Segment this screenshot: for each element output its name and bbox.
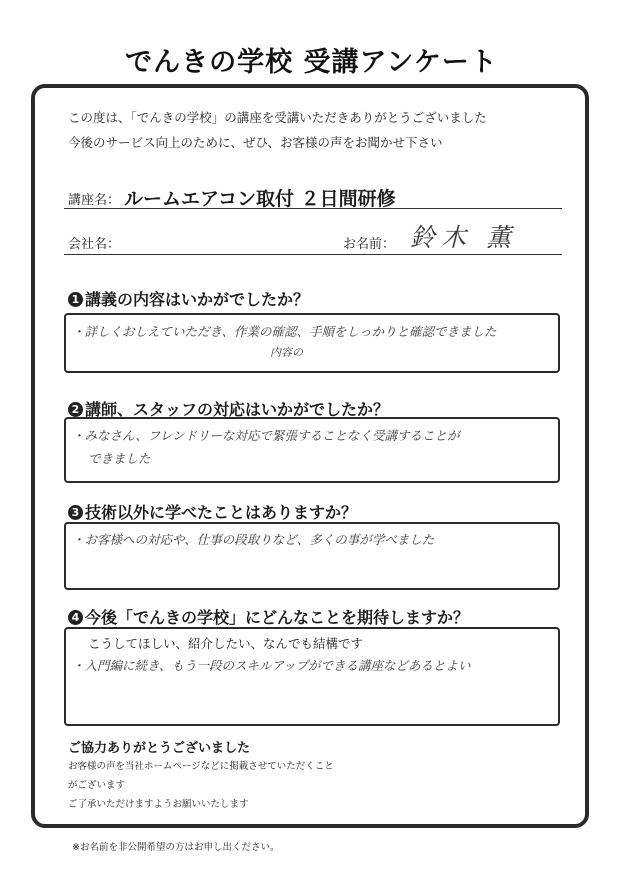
page-title: でんきの学校 受講アンケート: [125, 47, 498, 78]
question-3-answer-line-1: ・お客様への対応や、仕事の段取りなど、多くの事が学べました: [72, 532, 435, 547]
question-2-answer-line-1: ・みなさん、フレンドリーな対応で緊張することなく受講することが: [72, 428, 460, 443]
question-4-answer-line-1: ・入門編に続き、もう一段のスキルアップができる講座などあるとよい: [72, 658, 471, 673]
question-1-number-badge: 1: [68, 292, 83, 307]
question-4-text: 今後「でんきの学校」にどんなことを期待しますか？: [85, 608, 470, 627]
question-1-answer-line-2: 内容の: [270, 346, 303, 359]
company-label: 会社名：: [68, 237, 121, 252]
name-label: お名前：: [343, 237, 396, 252]
intro-line-2: 今後のサービス向上のために、ぜひ、お客様の声をお聞かせ下さい: [68, 135, 443, 150]
intro-line-1: この度は、「でんきの学校」の講座を受講いただきありがとうございました: [68, 110, 487, 125]
question-3-number-badge: 3: [68, 505, 83, 520]
question-3-title: [68, 500, 357, 523]
question-2-text: 講師、スタッフの対応はいかがでしたか？: [85, 400, 390, 419]
question-4-title: [68, 605, 469, 628]
question-2-number-badge: 2: [68, 402, 83, 417]
closing-thanks: ご協力ありがとうございました: [68, 741, 251, 756]
closing-note-line-2: がございます: [68, 780, 126, 791]
name-value[interactable]: 鈴木 薫: [410, 223, 517, 252]
course-label: 講座名：: [68, 193, 121, 208]
footnote: ※お名前を非公開希望の方はお申し出ください。: [72, 842, 280, 853]
question-4-hint: こうしてほしい、紹介したい、なんでも結構です: [88, 636, 364, 651]
name-underline: [64, 254, 562, 255]
question-1-answer-line-1: ・詳しくおしえていただき、作業の確認、手順をしっかりと確認できました: [72, 324, 497, 339]
question-3-text: 技術以外に学べたことはありますか？: [85, 503, 358, 522]
course-underline: [64, 208, 562, 209]
question-1-text: 講義の内容はいかがでしたか？: [85, 290, 310, 309]
course-name: ルームエアコン取付 ２日間研修: [124, 188, 396, 210]
closing-note-line-1: お客様の声を当社ホームページなどに掲載させていただくこと: [68, 761, 334, 772]
question-1-title: [68, 287, 309, 310]
question-2-answer-line-2: できました: [88, 451, 151, 466]
question-4-number-badge: 4: [68, 610, 83, 625]
closing-note-line-3: ご了承いただけますようお願いいたします: [68, 799, 249, 810]
